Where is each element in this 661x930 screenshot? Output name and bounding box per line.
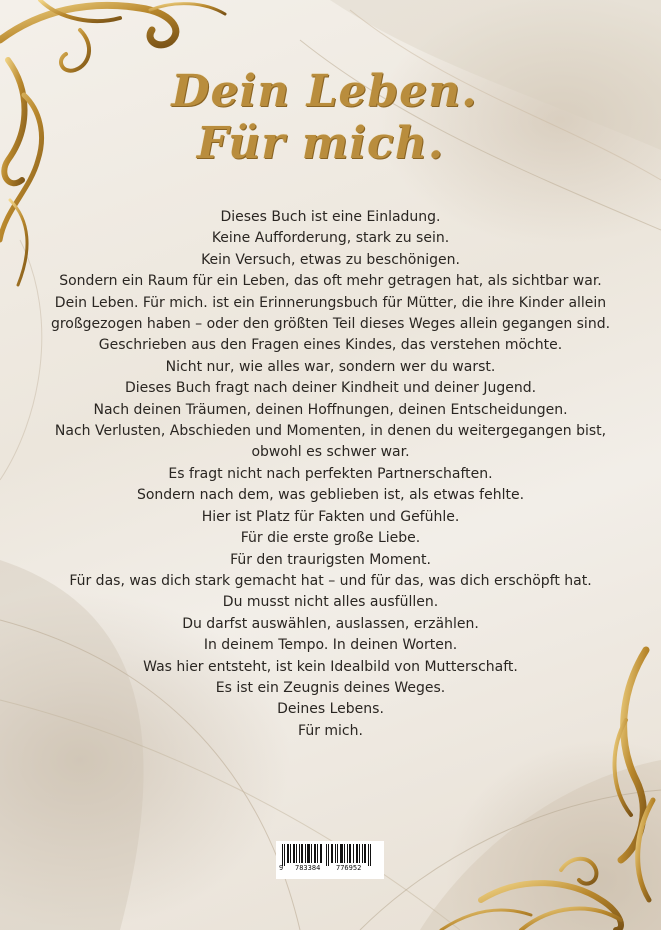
barcode-bars (282, 844, 378, 866)
blurb-line: Sondern ein Raum für ein Leben, das oft mehr getragen hat, als sichtbar war. (59, 273, 602, 290)
barcode-group1: 783384 (295, 864, 321, 872)
back-cover-blurb (48, 207, 613, 742)
barcode-prefix: 9 (279, 864, 284, 872)
blurb-line: Kein Versuch, etwas zu beschönigen. (201, 251, 460, 268)
blurb-line: Für mich. (298, 722, 363, 739)
blurb-line: In deinem Tempo. In deinen Worten. (203, 637, 458, 654)
blurb-line: Du musst nicht alles ausfüllen. (222, 594, 439, 611)
blurb-line: Dieses Buch fragt nach deiner Kindheit und deiner Jugend. (124, 380, 537, 397)
blurb-line: Für den traurigsten Moment. (230, 551, 431, 568)
blurb-line: Dein Leben. Für mich. ist ein Erinnerungsbuch für Mütter, die ihre Kinder allein großgezogen haben – oder den größten Teil dieses Weges allein gegangen sind. (50, 294, 611, 333)
blurb-line: Geschrieben aus den Fragen eines Kindes, das verstehen möchte. (98, 337, 563, 354)
blurb-line: Sondern nach dem, was geblieben ist, als etwas fehlte. (136, 487, 525, 504)
blurb-line: Du darfst auswählen, auslassen, erzählen. (182, 615, 479, 632)
blurb-line: Nach deinen Träumen, deinen Hoffnungen, deinen Entscheidungen. (93, 401, 568, 418)
blurb-line: Was hier entsteht, ist kein Idealbild von Mutterschaft. (143, 658, 518, 675)
blurb-line: Deines Lebens. (277, 701, 384, 718)
blurb-line: Nach Verlusten, Abschieden und Momenten, in denen du weitergegangen bist, obwohl es schwer war. (54, 423, 607, 461)
isbn-barcode (276, 841, 384, 879)
blurb-line: Für das, was dich stark gemacht hat – und für das, was dich erschöpft hat. (69, 572, 592, 589)
cover-title-line2: Für mich. (196, 118, 445, 169)
barcode-group2: 776952 (336, 864, 362, 872)
blurb-line: Keine Aufforderung, stark zu sein. (211, 230, 450, 247)
cover-title-line1: Dein Leben. (171, 66, 478, 117)
blurb-line: Für die erste große Liebe. (240, 530, 421, 547)
blurb-line: Nicht nur, wie alles war, sondern wer du warst. (165, 358, 496, 375)
blurb-line: Es fragt nicht nach perfekten Partnerschaften. (168, 465, 493, 482)
blurb-line: Dieses Buch ist eine Einladung. (220, 209, 441, 225)
blurb-line: Hier ist Platz für Fakten und Gefühle. (201, 508, 460, 525)
blurb-line: Es ist ein Zeugnis deines Weges. (215, 679, 446, 696)
